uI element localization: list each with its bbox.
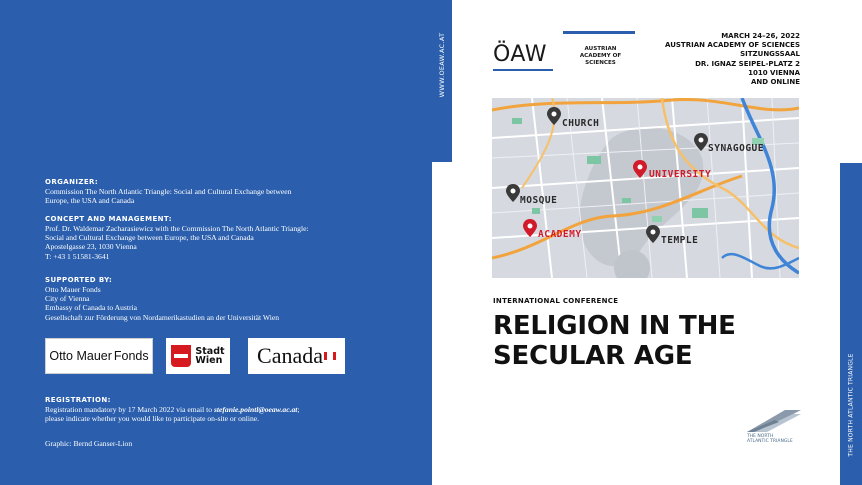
oeaw-subtitle xyxy=(563,46,638,67)
event-date: MARCH 24–26, 2022 xyxy=(721,32,800,40)
university-pin-icon xyxy=(633,160,647,178)
graphic-credit-text: Graphic: Bernd Ganser-Lion xyxy=(45,439,133,448)
stadt-wien-logo xyxy=(166,338,230,374)
organizer-line: Commission The North Atlantic Triangle: Social and Cultural Exchange between xyxy=(45,187,292,196)
concept-section xyxy=(45,215,405,261)
title-line: RELIGION IN THE xyxy=(493,311,736,341)
academy-label: ACADEMY xyxy=(538,229,582,240)
synagogue-pin-icon xyxy=(694,133,708,151)
otto-mauer-fonds-logo xyxy=(45,338,153,374)
nat-logo-line: THE NORTH xyxy=(747,434,774,439)
canada-text: Canada xyxy=(257,343,323,368)
mosque-label: MOSQUE xyxy=(520,195,558,206)
north-atlantic-triangle-logo xyxy=(745,408,803,448)
organizer-line: Europe, the USA and Canada xyxy=(45,196,135,206)
organizer-section xyxy=(45,178,405,205)
oeaw-underline xyxy=(493,69,553,71)
organizer-heading: ORGANIZER: xyxy=(45,178,99,186)
nat-logo-line: ATLANTIC TRIANGLE xyxy=(747,439,793,444)
oeaw-sub-line: AUSTRIAN xyxy=(584,46,617,52)
event-room: SITZUNGSSAAL xyxy=(740,50,800,59)
church-pin-icon xyxy=(547,107,561,125)
temple-pin-icon xyxy=(646,225,660,243)
temple-label: TEMPLE xyxy=(661,235,699,246)
registration-heading: REGISTRATION: xyxy=(45,396,111,404)
synagogue-label: SYNAGOGUE xyxy=(708,143,764,154)
registration-section xyxy=(45,396,405,423)
stadt-text: Stadt xyxy=(195,345,225,357)
church-label: CHURCH xyxy=(562,118,600,129)
oeaw-logo: ÖAW xyxy=(493,42,548,67)
conference-label: INTERNATIONAL CONFERENCE xyxy=(493,297,619,305)
supporter: Otto Mauer Fonds xyxy=(45,285,101,294)
concept-line: T: +43 1 51581-3641 xyxy=(45,251,110,261)
event-details xyxy=(630,32,800,87)
supporter: City of Vienna xyxy=(45,294,90,304)
canada-flag-icon xyxy=(324,352,336,360)
panel-notch xyxy=(432,162,452,485)
registration-text: Registration mandatory by 17 March 2022 via email to xyxy=(45,405,214,414)
concept-line: Prof. Dr. Waldemar Zacharasiewicz with the Commission The North Atlantic Triangle: xyxy=(45,224,309,233)
supporter: Gesellschaft zur Förderung von Nordamerikastudien an der Universität Wien xyxy=(45,312,280,322)
strip-text: THE NORTH ATLANTIC TRIANGLE xyxy=(847,353,855,457)
supporter: Embassy of Canada to Austria xyxy=(45,303,137,313)
mosque-pin-icon xyxy=(506,184,520,202)
oeaw-sub-line: ACADEMY OF xyxy=(579,53,622,59)
fonds-text: Fonds xyxy=(113,349,149,363)
oeaw-sub-line: SCIENCES xyxy=(585,60,616,66)
supported-heading: SUPPORTED BY: xyxy=(45,276,113,284)
otto-mauer-text: Otto Mauer xyxy=(49,349,112,363)
graphic-credit xyxy=(45,439,405,448)
wien-text: Wien xyxy=(195,355,223,366)
event-online: AND ONLINE xyxy=(750,78,800,87)
oeaw-top-bar xyxy=(563,31,635,34)
registration-line xyxy=(45,405,405,414)
supported-section xyxy=(45,276,405,322)
title-line: SECULAR AGE xyxy=(493,341,693,371)
conference-title xyxy=(493,311,736,371)
concept-line: Social and Cultural Exchange between Europe, the USA and Canada xyxy=(45,233,254,243)
university-label: UNIVERSITY xyxy=(649,169,712,180)
academy-pin-icon xyxy=(523,219,537,237)
city-map xyxy=(492,98,799,278)
concept-heading: CONCEPT AND MANAGEMENT: xyxy=(45,215,172,223)
concept-line: Apostelgasse 23, 1030 Vienna xyxy=(45,242,137,252)
canada-logo xyxy=(248,338,345,374)
event-street: DR. IGNAZ SEIPEL-PLATZ 2 xyxy=(695,59,800,68)
event-city: 1010 VIENNA xyxy=(748,68,800,77)
map-background xyxy=(492,98,799,278)
event-venue: AUSTRIAN ACADEMY OF SCIENCES xyxy=(665,41,800,50)
registration-line: please indicate whether you would like to participate on-site or online. xyxy=(45,414,260,424)
triangle-logo-icon xyxy=(745,408,803,434)
vienna-shield-icon xyxy=(171,345,191,367)
registration-email-link[interactable]: stefanie.pointl@oeaw.ac.at xyxy=(213,405,298,414)
registration-punct: ; xyxy=(297,405,300,414)
website-url[interactable]: WWW.OEAW.AC.AT xyxy=(438,32,446,98)
